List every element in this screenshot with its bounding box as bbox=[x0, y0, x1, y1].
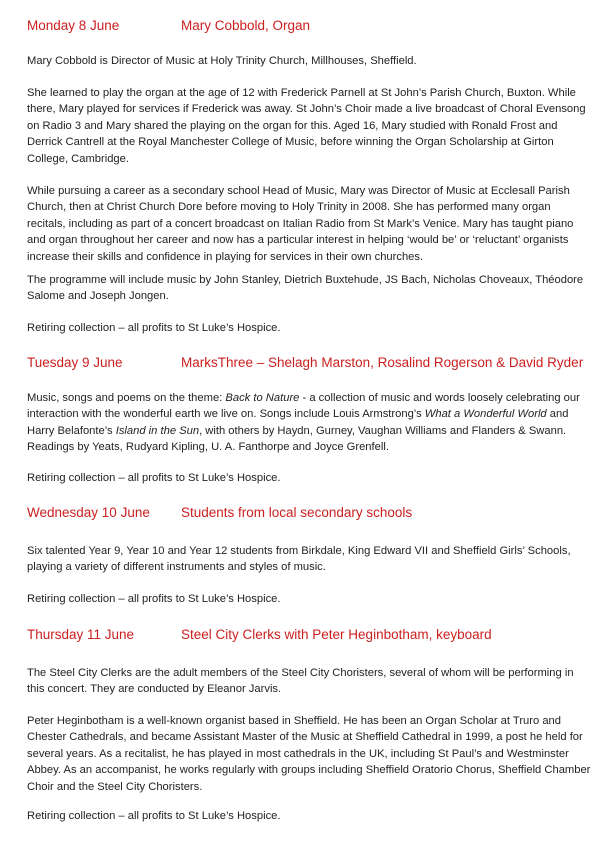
event-title: Students from local secondary schools bbox=[181, 505, 413, 520]
retiring-collection-note: Retiring collection – all profits to St Luke’s Hospice. bbox=[27, 472, 281, 484]
paragraph: Peter Heginbotham is a well-known organist based in Sheffield. He has been an Organ Scholar at Truro and Chester Cathedrals, and became Assistant Master of the Music at Sheffield Cathedral in 1999, a post he held for several years. As a recitalist, he has played in most cathedrals in the UK, including St Paul’s and Westminster Abbey. As an accompanist, he works regularly with groups including Sheffield Oratorio Chorus, Sheffield Chamber Choir and the Steel City Choristers. bbox=[27, 715, 591, 793]
event-date: Monday 8 June bbox=[27, 18, 120, 33]
retiring-collection-note: Retiring collection – all profits to St Luke’s Hospice. bbox=[27, 322, 281, 334]
paragraph: The Steel City Clerks are the adult members of the Steel City Choristers, several of whom will be performing in this concert. They are conducted by Eleanor Jarvis. bbox=[27, 667, 574, 696]
event-date: Wednesday 10 June bbox=[27, 505, 150, 520]
paragraph: She learned to play the organ at the age of 12 with Frederick Parnell at St John’s Parish Church, Buxton. While there, Mary played for services if Frederick was away. St John’s Choir made a live broadcast of Choral Evensong on Radio 3 and Mary shared the playing on the organ for this. Aged 16, Mary studied with Ronald Frost and Derrick Cantrell at the Royal Manchester College of Music, before winning the Organ Scholarship at Girton College, Cambridge. bbox=[27, 87, 586, 165]
retiring-collection-note: Retiring collection – all profits to St Luke’s Hospice. bbox=[27, 593, 281, 605]
paragraph: Six talented Year 9, Year 10 and Year 12 students from Birkdale, King Edward VII and Sheffield Girls’ Schools, playing a variety of different instruments and styles of music. bbox=[27, 545, 571, 574]
paragraph: The programme will include music by John Stanley, Dietrich Buxtehude, JS Bach, Nicholas Choveaux, Théodore Salome and Joseph Jongen. bbox=[27, 274, 584, 303]
event-title: Mary Cobbold, Organ bbox=[181, 18, 311, 33]
paragraph: While pursuing a career as a secondary school Head of Music, Mary was Director of Music at Ecclesall Parish Church, then at Christ Church Dore before moving to Holy Trinity in 2008. She has performed many organ recitals, including as part of a concert broadcast on Italian Radio from St Mark’s Venice. Mary has taught piano and organ throughout her career and now has a particular interest in helping ‘would be’ or ‘reluctant’ organists increase their skills and confidence in playing for services in their own churches. bbox=[27, 185, 574, 263]
event-date: Tuesday 9 June bbox=[27, 355, 123, 370]
event-date: Thursday 11 June bbox=[27, 627, 135, 642]
paragraph: Music, songs and poems on the theme: Back to Nature - a collection of music and words loosely celebrating our interaction with the wonderful earth we live on. Songs include Louis Armstrong’s What a Wonderful World and Harry Belafonte’s Island in the Sun, with others by Haydn, Gurney, Vaughan Williams and Flanders & Swann. Readings by Yeats, Rudyard Kipling, U. A. Fanthorpe and Joyce Grenfell. bbox=[27, 392, 580, 454]
event-title: Steel City Clerks with Peter Heginbotham, keyboard bbox=[181, 627, 492, 642]
event-title: MarksThree – Shelagh Marston, Rosalind Rogerson & David Ryder bbox=[181, 355, 584, 370]
retiring-collection-note: Retiring collection – all profits to St Luke’s Hospice. bbox=[27, 810, 281, 822]
paragraph: Mary Cobbold is Director of Music at Holy Trinity Church, Millhouses, Sheffield. bbox=[27, 55, 417, 67]
